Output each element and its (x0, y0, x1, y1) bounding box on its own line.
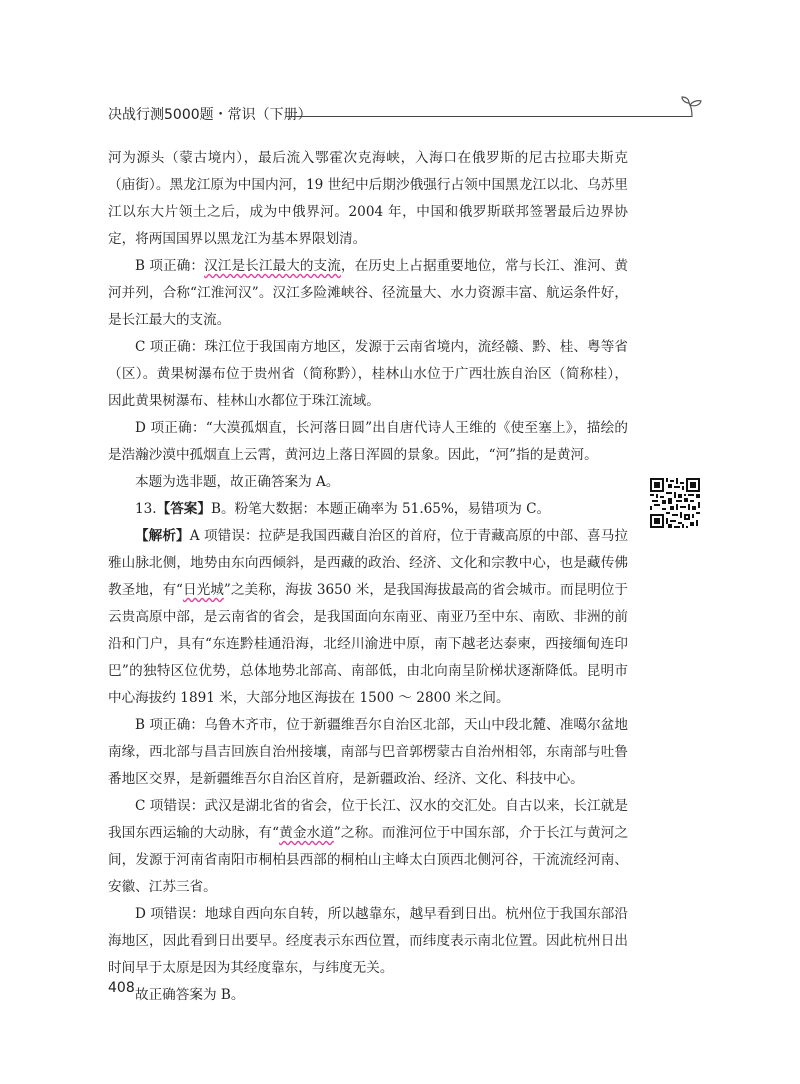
text-run: ”之美称，海拔 3650 米，是我国海拔最高的省会城市。而昆明位于云贵高原中部，是云南省的省会，是我国面向东南亚、南亚乃至中东、南欧、非洲的前沿和门户，具有“东连黔桂通沿海，北经川渝进中原，南下越老达泰柬，西接缅甸连印巴”的独特区位优势，总体地势北部高、南部低，由北向南呈阶梯状逐渐降低。昆明市中心海拔约 1891 米，大部分地区海拔在 1500 ～ 2800 米之间。 (108, 582, 629, 706)
answer-line (108, 496, 628, 523)
paragraph (108, 523, 628, 712)
paragraph: 河为源头（蒙古境内），最后流入鄂霍次克海峡，入海口在俄罗斯的尼古拉耶夫斯克（庙街）。黑龙江原为中国内河，19 世纪中后期沙俄强行占领中国黑龙江以北、乌苏里江以东大片领土之后，成为中俄界河。2004 年，中国和俄罗斯联邦签署最后边界协定，将两国国界以黑龙江为基本界限划清。 (108, 150, 628, 247)
text-run: A 项错误：拉萨是我国西藏自治区的首府，位于青藏高原的中部、喜马拉雅山脉北侧，地势由东向西倾斜，是西藏的政治、经济、文化和宗教中心，也是藏传佛教圣地，有“ (108, 528, 629, 598)
paragraph: B 项正确：乌鲁木齐市，位于新疆维吾尔自治区北部，天山中段北麓、准噶尔盆地南缘，西北部与昌吉回族自治州接壤，南部与巴音郭楞蒙古自治州相邻，东南部与吐鲁番地区交界，是新疆维吾尔自治区首府，是新疆政治、经济、文化、科技中心。 (108, 717, 628, 787)
qr-code-icon[interactable] (650, 478, 700, 528)
book-title: 决战行测5000题・常识（下册） (108, 107, 312, 123)
leaf-sprout-icon (680, 96, 704, 118)
running-header (108, 102, 708, 126)
paragraph: D 项正确：“大漠孤烟直，长河落日圆”出自唐代诗人王维的《使至塞上》，描绘的是浩瀚沙漠中孤烟直上云霄，黄河边上落日浑圆的景象。因此，“河”指的是黄河。 (108, 420, 628, 463)
paragraph (108, 793, 628, 901)
header-rule (286, 116, 692, 117)
paragraph: 本题为选非题，故正确答案为 A。 (135, 474, 340, 490)
text-run: ，在历史上占据重要地位，常与长江、淮河、黄河并列，合称“江淮河汉”。汉江多险滩峡谷、径流量大、水力资源丰富、航运条件好，是长江最大的支流。 (108, 258, 629, 328)
paragraph (108, 253, 628, 334)
answer-tag: 【答案】 (156, 501, 211, 517)
highlighted-text: 汉江是长江最大的支流 (204, 258, 341, 274)
text-run: C 项错误：武汉是湖北省的省会，位于长江、汉水的交汇处。自古以来，长江就是我国东西运输的大动脉，有“ (108, 798, 628, 841)
text-run: ”之称。而淮河位于中国东部，介于长江与黄河之间，发源于河南省南阳市桐柏县西部的桐柏山主峰太白顶西北侧河谷，干流流经河南、安徽、江苏三省。 (108, 825, 629, 895)
analysis-tag: 【解析】 (135, 528, 190, 544)
answer-text: B。粉笔大数据：本题正确率为 51.65%，易错项为 C。 (211, 501, 551, 517)
main-text (108, 145, 628, 1009)
text-run: B 项正确： (135, 258, 205, 274)
page-number: 408 (108, 980, 135, 996)
paragraph: D 项错误：地球自西向东自转，所以越靠东，越早看到日出。杭州位于我国东部沿海地区，因此看到日出要早。经度表示东西位置，而纬度表示南北位置。因此杭州日出时间早于太原是因为其经度靠东，与纬度无关。 (108, 906, 628, 976)
paragraph: C 项正确：珠江位于我国南方地区，发源于云南省境内，流经赣、黔、桂、粤等省（区）。黄果树瀑布位于贵州省（简称黔），桂林山水位于广西壮族自治区（简称桂），因此黄果树瀑布、桂林山水都位于珠江流域。 (108, 339, 628, 409)
question-number: 13. (135, 501, 157, 517)
paragraph: 故正确答案为 B。 (135, 987, 245, 1003)
highlighted-text: 黄金水道 (279, 825, 334, 841)
highlighted-text: 日光城 (183, 582, 224, 598)
